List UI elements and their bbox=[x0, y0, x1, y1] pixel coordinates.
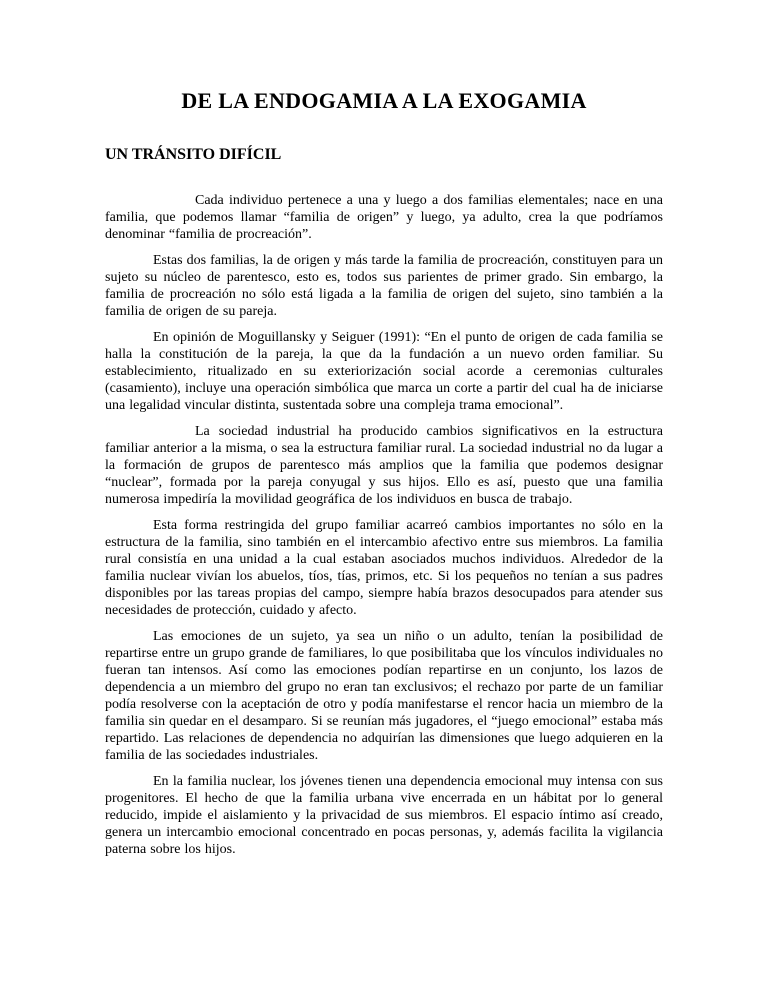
paragraph: Esta forma restringida del grupo familiar acarreó cambios importantes no sólo en la estructura de la familia, sino también en el intercambio afectivo entre sus miembros. La familia rural consistía en una unidad a la cual estaban asociados muchos individuos. Alrededor de la familia nuclear vivían los abuelos, tíos, tías, primos, etc. Si los pequeños no tenían a sus padres disponibles por las tareas propias del campo, siempre había brazos desocupados para atender sus necesidades de protección, cuidado y afecto. bbox=[105, 518, 663, 618]
document-title: DE LA ENDOGAMIA A LA EXOGAMIA bbox=[181, 88, 587, 113]
paragraph: Las emociones de un sujeto, ya sea un niño o un adulto, tenían la posibilidad de repartirse entre un grupo grande de familiares, lo que posibilitaba que los vínculos individuales no fueran tan intensos. Así como las emociones podían repartirse en un conjunto, los lazos de dependencia a un miembro del grupo no eran tan exclusivos; el rechazo por parte de un familiar podía resolverse con la aceptación de otro y podía manifestarse el rencor hacia un miembro de la familia sin quedar en el desamparo. Si se reunían más jugadores, el “juego emocional” estaba más repartido. Las relaciones de dependencia no adquirían las dimensiones que luego adquieren en la familia de las sociedades industriales. bbox=[105, 629, 663, 763]
section-heading: UN TRÁNSITO DIFÍCIL bbox=[105, 146, 282, 163]
paragraph: La sociedad industrial ha producido cambios significativos en la estructura familiar anterior a la misma, o sea la estructura familiar rural. La sociedad industrial no da lugar a la formación de grupos de parentesco más amplios que la familia que podemos designar “nuclear”, formada por la pareja conyugal y sus hijos. Ello es así, puesto que una familia numerosa impediría la movilidad geográfica de los individuos en busca de trabajo. bbox=[105, 424, 663, 507]
paragraph: En opinión de Moguillansky y Seiguer (1991): “En el punto de origen de cada familia se halla la constitución de la pareja, la que da la fundación a un nuevo orden familiar. Su establecimiento, ritualizado en su exteriorización social acorde a ceremonias culturales (casamiento), incluye una operación simbólica que marca un corte a partir del cual ha de iniciarse una legalidad vincular distinta, sustentada sobre una compleja trama emocional”. bbox=[105, 330, 663, 413]
paragraph: En la familia nuclear, los jóvenes tienen una dependencia emocional muy intensa con sus progenitores. El hecho de que la familia urbana vive encerrada en un hábitat por lo general reducido, impide el aislamiento y la privacidad de sus miembros. El espacio íntimo así creado, genera un intercambio emocional concentrado en pocas personas, y, además facilita la vigilancia paterna sobre los hijos. bbox=[105, 774, 663, 857]
document-body bbox=[105, 192, 663, 858]
paragraph: Estas dos familias, la de origen y más tarde la familia de procreación, constituyen para un sujeto su núcleo de parentesco, esto es, todos sus parientes de primer grado. Sin embargo, la familia de procreación no sólo está ligada a la familia de origen del sujeto, sino también a la familia de origen de su pareja. bbox=[105, 253, 663, 319]
paragraph: Cada individuo pertenece a una y luego a dos familias elementales; nace en una familia, que podemos llamar “familia de origen” y luego, ya adulto, crea la que podríamos denominar “familia de procreación”. bbox=[105, 193, 663, 242]
